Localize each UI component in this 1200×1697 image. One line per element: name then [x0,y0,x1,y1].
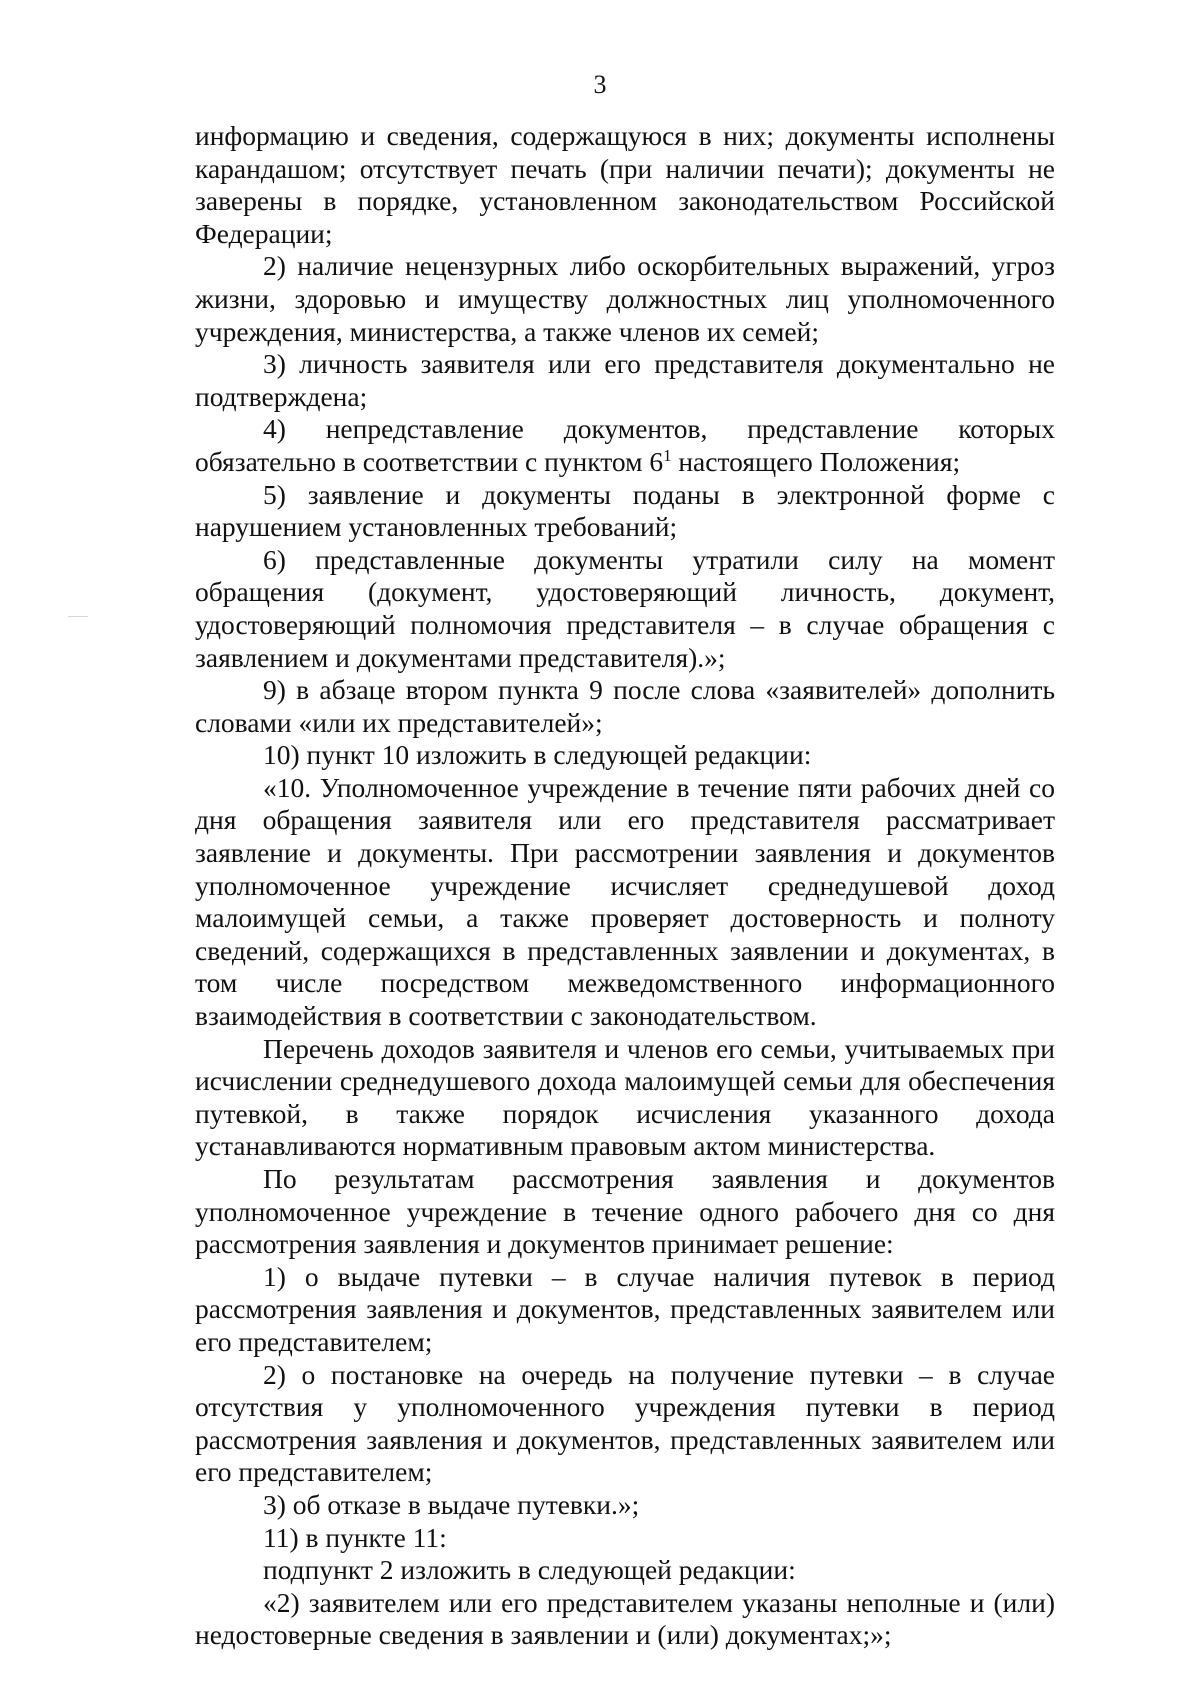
paragraph-item-4-text: 4) непредставление документов, представление которых обязательно в соответствии с пунктом 6 [195,413,1055,477]
paragraph-item-4 [195,413,1055,478]
paragraph-item-6: 6) представленные документы утратили силу на момент обращения (документ, удостоверяющий личность, документ, удостоверяющий полномочия представителя – в случае обращения с заявлением и документами представителя).»; [195,543,1055,673]
paragraph-item-5: 5) заявление и документы поданы в электронной форме с нарушением установленных требований; [195,478,1055,543]
paragraph-item-2: 2) наличие нецензурных либо оскорбительных выражений, угроз жизни, здоровью и имуществу должностных лиц уполномоченного учреждения, министерства, а также членов их семей; [195,250,1055,347]
paragraph-amendment-11: 11) в пункте 11: [263,1521,447,1553]
paragraph-amendment-9: 9) в абзаце втором пункта 9 после слова «заявителей» дополнить словами «или их представителей»; [195,674,1055,738]
paragraph-subclause-2: «2) заявителем или его представителем указаны неполные и (или) недостоверные сведения в заявлении и (или) документах;»; [195,1586,1055,1651]
paragraph-subclause-2-intro: подпункт 2 изложить в следующей редакции: [263,1554,796,1586]
paragraph-continuation: информацию и сведения, содержащуюся в них; документы исполнены карандашом; отсутствует печать (при наличии печати); документы не заверены в порядке, установленном законодательством Российской Федерации; [195,120,1055,249]
paragraph-clause-10: «10. Уполномоченное учреждение в течение пяти рабочих дней со дня обращения заявителя или его представителя рассматривает заявление и документы. При рассмотрении заявления и документов уполномоченное учреждение исчисляет среднедушевой доход малоимущей семьи, а также проверяет достоверность и полноту сведений, содержащихся в представленных заявлении и документах, в том числе посредством межведомственного информационного взаимодействия в соответствии с законодательством. [195,771,1055,1032]
paragraph-decision-3: 3) об отказе в выдаче путевки.»; [263,1488,640,1520]
superscript-1: 1 [663,445,672,465]
paragraph-decision: По результатам рассмотрения заявления и документов уполномоченное учреждение в течение одного рабочего дня со дня рассмотрения заявления и документов принимает решение: [195,1163,1055,1260]
margin-mark [68,616,88,617]
page-number: 3 [593,70,607,99]
paragraph-decision-1: 1) о выдаче путевки – в случае наличия путевок в период рассмотрения заявления и документов, представленных заявителем или его представителем; [195,1260,1055,1357]
document-body [195,120,1055,1652]
paragraph-income-list: Перечень доходов заявителя и членов его семьи, учитываемых при исчислении среднедушевого дохода малоимущей семьи для обеспечения путевкой, в также порядок исчисления указанного дохода устанавливаются нормативным правовым актом министерства. [195,1032,1055,1162]
paragraph-decision-2: 2) о постановке на очередь на получение путевки – в случае отсутствия у уполномоченного учреждения путевки в период рассмотрения заявления и документов, представленных заявителем или его представителем; [195,1358,1055,1488]
paragraph-item-4-tail: настоящего Положения; [671,445,961,477]
paragraph-amendment-10: 10) пункт 10 изложить в следующей редакции: [263,739,812,771]
paragraph-item-3: 3) личность заявителя или его представителя документально не подтверждена; [195,348,1055,412]
